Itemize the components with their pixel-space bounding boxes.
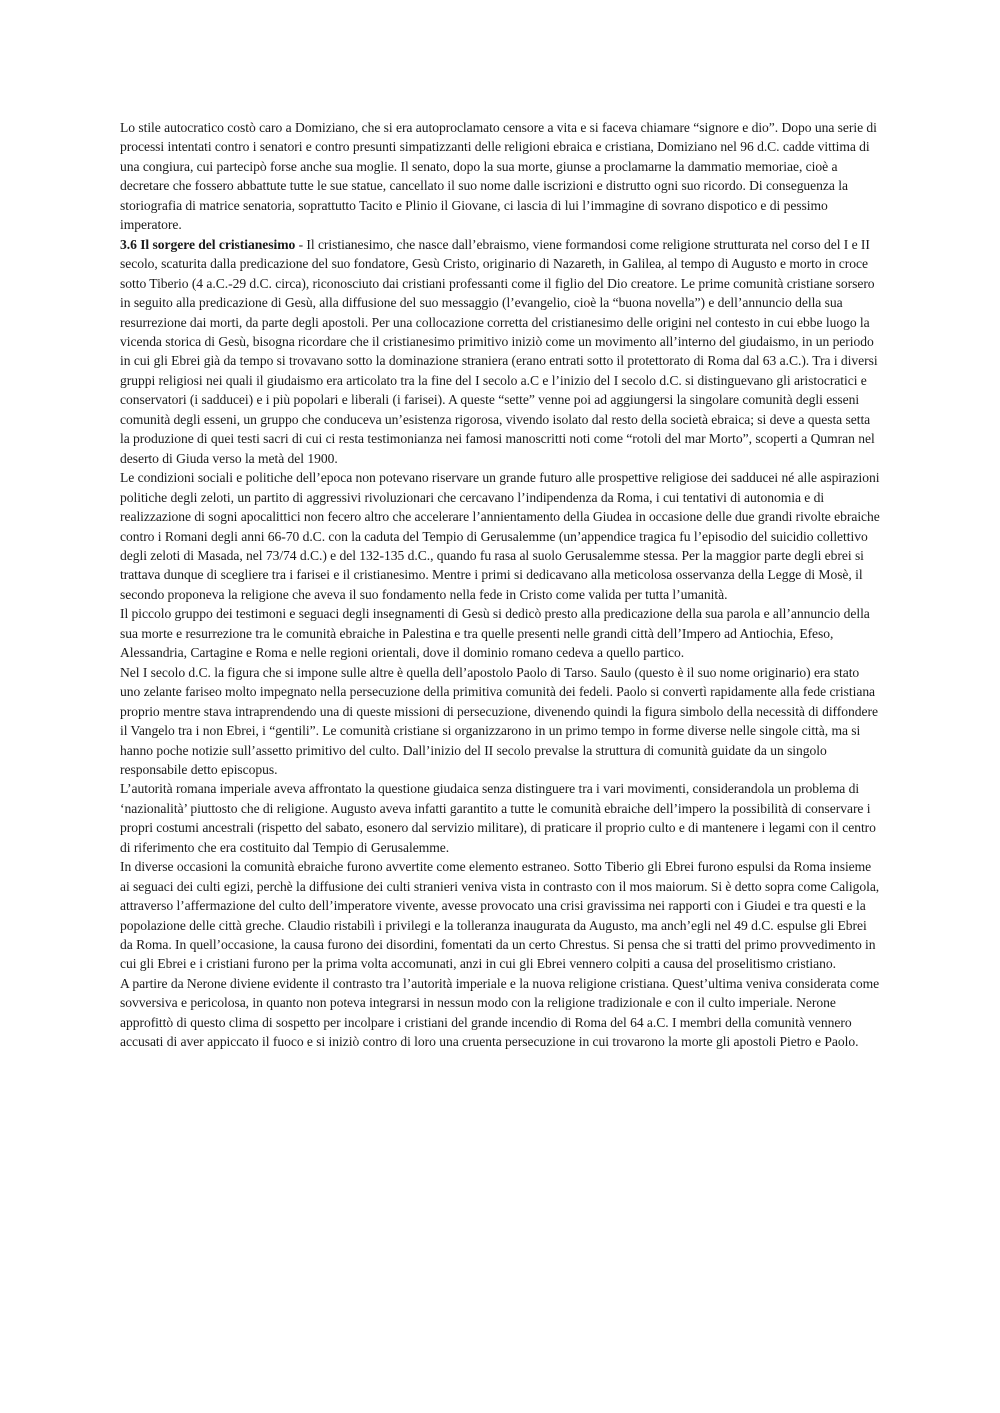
paragraph-condizioni: Le condizioni sociali e politiche dell’epoca non potevano riservare un grande futuro alle prospettive religiose dei sadducei né alle aspirazioni politiche degli zeloti, un partito di aggressivi rivoluzionari che cercavano l’indipendenza da Roma, i cui tentativi di autonomia e di realizzazione di sogni apocalittici non fecero altro che accelerare l’annientamento della Giudea in occasione delle due grandi rivolte ebraiche contro i Romani degli anni 66-70 d.C. con la caduta del Tempio di Gerusalemme (un’appendice tragica fu l’episodio del suicidio collettivo degli zeloti di Masada, nel 73/74 d.C.) e del 132-135 d.C., quando fu rasa al suolo Gerusalemme stessa. Per la maggior parte degli ebrei si trattava dunque di scegliere tra i farisei e il cristianesimo. Mentre i primi si dedicavano alla meticolosa osservanza della Legge di Mosè, il secondo proponeva la religione che aveva il suo fondamento nella fede in Cristo come valida per tutta l’umanità.: [120, 470, 880, 602]
paragraph-nerone: A partire da Nerone diviene evidente il contrasto tra l’autorità imperiale e la nuova religione cristiana. Quest’ultima veniva considerata come sovversiva e pericolosa, in quanto non poteva integrarsi in nessun modo con la religione tradizionale e con il culto imperiale. Nerone approfittò di questo clima di sospetto per incolpare i cristiani del grande incendio di Roma del 64 a.C. I membri della comunità vennero accusati di aver appiccato il fuoco e si iniziò contro di loro una cruenta persecuzione in cui trovarono la morte gli apostoli Pietro e Paolo.: [120, 975, 880, 1050]
paragraph-diverse-occasioni: In diverse occasioni la comunità ebraiche furono avvertite come elemento estraneo. Sotto Tiberio gli Ebrei furono espulsi da Roma insieme ai seguaci dei culti egizi, perchè la diffusione dei culti stranieri veniva vista in contrasto con il mos maiorum. Si è detto sopra come Caligola, attraverso l’affermazione del culto dell’imperatore vivente, avesse provocato una crisi gravissima nei rapporti con i Giudei e tra questi e la popolazione delle città greche. Claudio ristabilì i privilegi e la tolleranza inaugurata da Augusto, ma anch’egli nel 49 d.C. espulse gli Ebrei da Roma. In quell’occasione, la causa furono dei disordini, fomentati da un certo Chrestus. Si pensa che si tratti del primo provvedimento in cui gli Ebrei e i cristiani furono per la prima volta accomunati, anzi in cui gli Ebrei vennero colpiti a causa del proselitismo cristiano.: [120, 859, 880, 972]
paragraph-cristianesimo-body: - Il cristianesimo, che nasce dall’ebraismo, viene formandosi come religione strutturata nel corso del I e II secolo, scaturita dalla predicazione del suo fondatore, Gesù Cristo, originario di Nazareth, in Galilea, al tempo di Augusto e morto in croce sotto Tiberio (4 a.C.-29 d.C. circa), riconosciuto dai cristiani professanti come il figlio del Dio creatore. Le prime comunità cristiane sorsero in seguito alla predicazione di Gesù, alla diffusione del suo messaggio (l’evangelio, cioè la “buona novella”) e dell’annuncio della sua resurrezione dai morti, da parte degli apostoli. Per una collocazione corretta del cristianesimo delle origini nel contesto in cui ebbe luogo la vicenda storica di Gesù, bisogna ricordare che il cristianesimo primitivo iniziò come un movimento all’interno del giudaismo, in un periodo in cui gli Ebrei già da tempo si trovavano sotto la dominazione straniera (erano entrati sotto il protettorato di Roma dal 63 a.C.). Tra i diversi gruppi religiosi nei quali il giudaismo era articolato tra la fine del I secolo a.C e l’inizio del I secolo d.C. si distinguevano gli aristocratici e conservatori (i sadducei) e i più popolari e liberali (i farisei). A queste “sette” venne poi ad aggiungersi la singolare comunità degli esseni comunità degli esseni, un gruppo che conduceva un’esistenza rigorosa, vivendo isolato dal resto della società ebraica; si deve a questa setta la produzione di quei testi sacri di cui ci resta testimonianza nei famosi manoscritti noti come “rotoli del mar Morto”, scoperti a Qumran nel deserto di Giuda verso la metà del 1900.: [120, 236, 878, 466]
paragraph-piccolo-gruppo: Il piccolo gruppo dei testimoni e seguaci degli insegnamenti di Gesù si dedicò presto alla predicazione della sua parola e all’annuncio della sua morte e resurrezione tra le comunità ebraiche in Palestina e tra quelle presenti nelle grandi città dell’Impero ad Antiochia, Efeso, Alessandria, Cartagine e Roma e nelle regioni orientali, dove il dominio romano cedeva a quello partico.: [120, 606, 870, 661]
paragraph-autorita-romana: L’autorità romana imperiale aveva affrontato la questione giudaica senza distinguere tra i vari movimenti, considerandola un problema di ‘nazionalità’ piuttosto che di religione. Augusto aveva infatti garantito a tutte le comunità ebraiche dell’impero la possibilità di conservare i propri costumi ancestrali (rispetto del sabato, esonero dal servizio militare), di praticare il proprio culto e di mantenere i legami con il centro di riferimento che era costituito dal Tempio di Gerusalemme.: [120, 781, 876, 855]
section-heading: 3.6 Il sorgere del cristianesimo: [120, 236, 296, 252]
paragraph-cristianesimo: [120, 235, 880, 468]
paragraph-domiziano: Lo stile autocratico costò caro a Domiziano, che si era autoproclamato censore a vita e si faceva chiamare “signore e dio”. Dopo una serie di processi intentati contro i senatori e contro presunti simpatizzanti delle religioni ebraica e cristiana, Domiziano nel 96 d.C. cadde vittima di una congiura, cui partecipò forse anche sua moglie. Il senato, dopo la sua morte, giunse a proclamarne la dammatio memoriae, cioè a decretare che fossero abbattute tutte le sue statue, cancellato il suo nome dalle iscrizioni e distrutto ogni suo ricordo. Di conseguenza la storiografia di matrice senatoria, soprattutto Tacito e Plinio il Giovane, ci lascia di lui l’immagine di sovrano dispotico e di pessimo imperatore.: [120, 120, 877, 233]
document-page: [120, 118, 880, 1052]
paragraph-paolo: Nel I secolo d.C. la figura che si impone sulle altre è quella dell’apostolo Paolo di Tarso. Saulo (questo è il suo nome originario) era stato uno zelante fariseo molto impegnato nella persecuzione della primitiva comunità dei fedeli. Paolo si convertì rapidamente alla fede cristiana proprio mentre stava intraprendendo una di queste missioni di persecuzione, divenendo quindi la figura simbolo della necessità di diffondere il Vangelo tra i non Ebrei, i “gentili”. Le comunità cristiane si organizzarono in un primo tempo in forme diverse nelle singole città, ma si hanno poche notizie sull’assetto primitivo del culto. Dall’inizio del II secolo prevalse la struttura di comunità guidate da un singolo responsabile detto episcopus.: [120, 664, 878, 777]
